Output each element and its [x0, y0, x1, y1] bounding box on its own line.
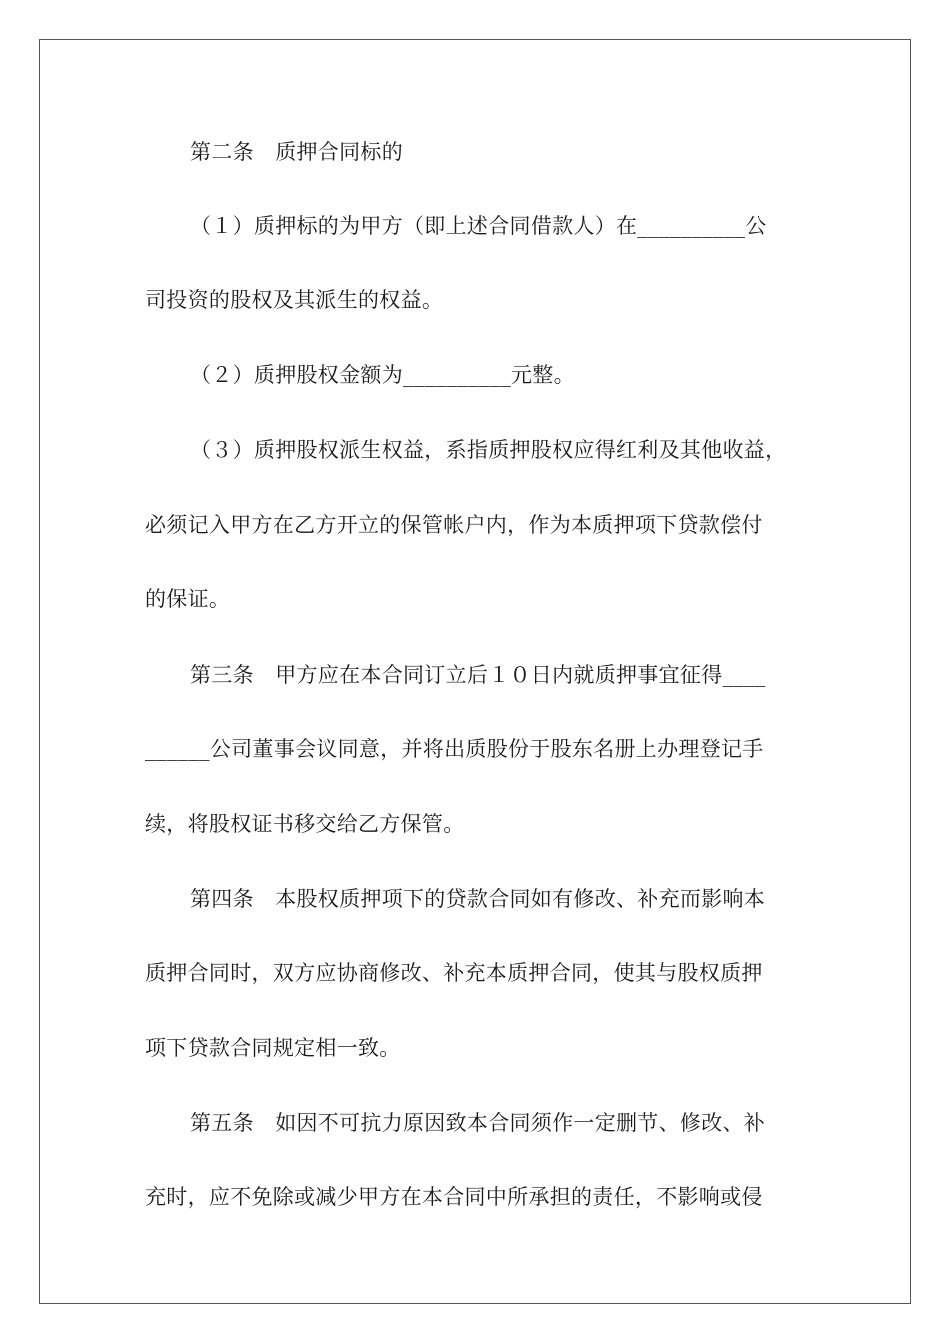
article-2-item-3-line-2: 必须记入甲方在乙方开立的保管帐户内，作为本质押项下贷款偿付 — [145, 513, 763, 537]
article-3-line-3: 续，将股权证书移交给乙方保管。 — [145, 812, 465, 836]
article-3-line-2: ______公司董事会议同意，并将出质股份于股东名册上办理登记手 — [145, 737, 764, 761]
article-4-line-2: 质押合同时，双方应协商修改、补充本质押合同，使其与股权质押 — [145, 961, 763, 985]
article-2-heading: 第二条 质押合同标的 — [190, 140, 403, 164]
article-4-line-1: 第四条 本股权质押项下的贷款合同如有修改、补充而影响本 — [190, 887, 766, 911]
article-3-line-1: 第三条 甲方应在本合同订立后１０日内就质押事宜征得____ — [190, 663, 766, 687]
article-2-item-3-line-3: 的保证。 — [145, 587, 231, 611]
article-2-item-2: （２）质押股权金额为__________元整。 — [190, 363, 575, 387]
article-5-line-2: 充时，应不免除或减少甲方在本合同中所承担的责任，不影响或侵 — [145, 1185, 763, 1209]
article-4-line-3: 项下贷款合同规定相一致。 — [145, 1036, 401, 1060]
article-2-item-3-line-1: （３）质押股权派生权益，系指质押股权应得红利及其他收益， — [190, 438, 787, 462]
article-5-line-1: 第五条 如因不可抗力原因致本合同须作一定删节、修改、补 — [190, 1111, 766, 1135]
article-2-item-1-line-2: 司投资的股权及其派生的权益。 — [145, 288, 444, 312]
article-2-item-1-line-1: （１）质押标的为甲方（即上述合同借款人）在__________公 — [190, 214, 767, 238]
